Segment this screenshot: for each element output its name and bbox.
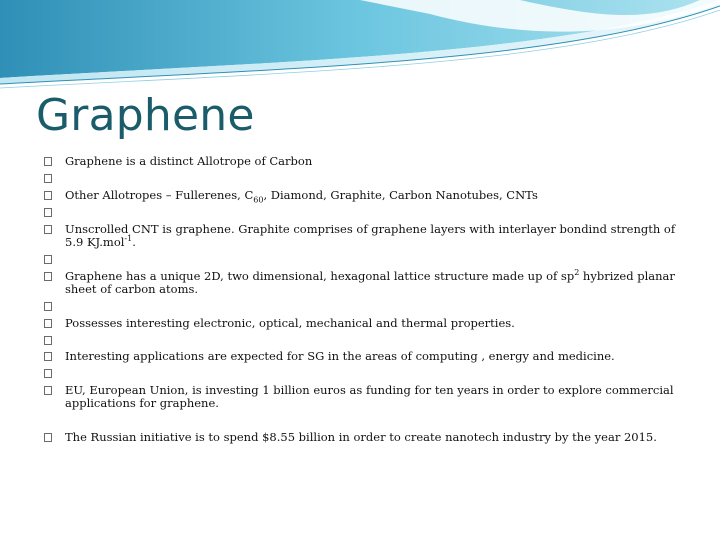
subscript-text: 60 [253,195,264,205]
bullet-text: Graphene is a distinct Allotrope of Carbon [65,154,313,168]
page-title: Graphene [36,90,255,141]
bullet-text-part: , Diamond, Graphite, Carbon Nanotubes, CNTs [263,188,538,202]
bullet-text: Interesting applications are expected for SG in the areas of computing , energy and medicine. [65,349,615,363]
square-bullet-icon [44,174,52,183]
square-bullet-icon [44,208,52,217]
bullet-text [65,188,694,205]
square-bullet-icon [44,369,52,378]
bullet-text-part: Unscrolled CNT is graphene. Graphite comprises of graphene layers with interlayer bondind strength of 5.9 KJ.mol [65,222,676,249]
bullet-item [44,317,694,330]
square-bullet-icon [44,225,52,234]
bullet-text [65,270,694,296]
square-bullet-icon [44,319,52,328]
bullet-text: The Russian initiative is to spend $8.55 billion in order to create nanotech industry by the year 2015. [65,430,657,444]
bullet-text-part: . [132,235,136,249]
bullet-item [44,270,694,296]
bullet-text: EU, European Union, is investing 1 billion euros as funding for ten years in order to explore commercial applications for graphene. [65,383,674,410]
bullet-item [44,223,694,249]
bullet-item [44,188,694,205]
bullet-text [65,223,694,249]
bullet-item [44,350,694,363]
superscript-text: 2 [574,268,580,278]
bullet-list [44,0,704,540]
square-bullet-icon [44,352,52,361]
square-bullet-icon [44,157,52,166]
square-bullet-icon [44,302,52,311]
square-bullet-icon [44,255,52,264]
square-bullet-icon [44,386,52,395]
square-bullet-icon [44,272,52,281]
bullet-item [44,155,694,168]
bullet-text: Possesses interesting electronic, optical, mechanical and thermal properties. [65,316,515,330]
square-bullet-icon [44,433,52,442]
bullet-text-part: hybrized planar sheet of carbon atoms. [65,269,675,296]
square-bullet-icon [44,191,52,200]
bullet-item [44,384,694,410]
superscript-text: -1 [124,234,133,244]
bullet-item [44,431,694,444]
bullet-text-part: Graphene has a unique 2D, two dimensional, hexagonal lattice structure made up of sp [65,269,575,283]
bullet-text-part: Other Allotropes – Fullerenes, C [65,188,254,202]
square-bullet-icon [44,336,52,345]
